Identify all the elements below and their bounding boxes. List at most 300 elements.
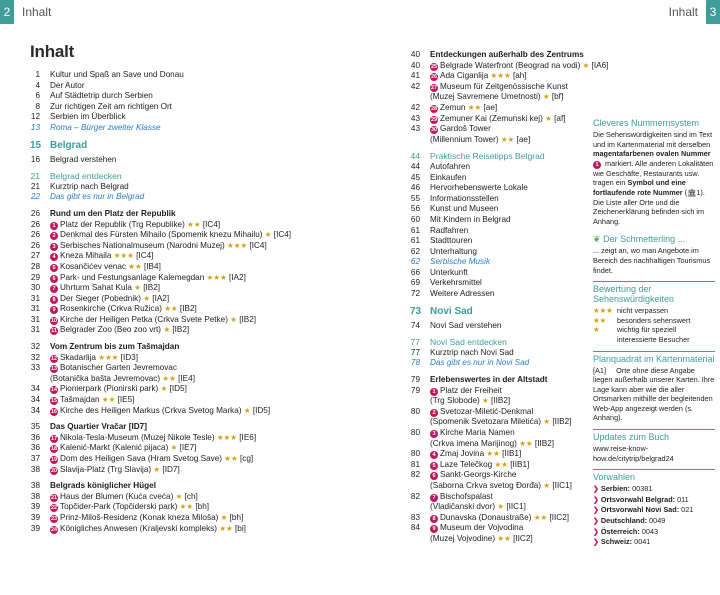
entry-title: Kunst und Museen [430, 204, 499, 214]
grid-text: [A1] Orte ohne diese Angabe liegen außerhalb unserer Karten. Ihre Lage kann aber wie die aller Ortsmarken mithilfe der begleitenden Web-App angezeigt werden (s. Anhang). [593, 365, 715, 423]
page-number: 12 [30, 112, 40, 122]
marker-badge-icon: 5 [430, 462, 438, 470]
page-number-left: 2 [0, 0, 14, 24]
star-rating-icon: ★ [153, 464, 161, 474]
entry-text [50, 502, 360, 513]
toc-entry[interactable] [30, 70, 360, 81]
star-rating-icon: ★★★ [593, 306, 613, 316]
entry-text [50, 363, 360, 374]
toc-entry[interactable] [410, 278, 582, 289]
grid-reference: [ae] [481, 102, 498, 112]
page-number: 26 [30, 230, 40, 240]
toc-entry[interactable] [30, 342, 360, 353]
page-number: 27 [30, 251, 40, 261]
entry-text [50, 395, 360, 406]
page-number [410, 92, 430, 103]
entry-title: Kirche des Heiligen Markus (Crkva Svetog Marka) [60, 405, 244, 415]
toc-entry[interactable] [410, 194, 582, 205]
toc-entry[interactable] [30, 465, 360, 476]
toc-entry[interactable] [410, 358, 582, 369]
star-rating-icon: ★★ [128, 261, 142, 271]
entry-text [430, 502, 582, 513]
page-number: 72 [410, 289, 420, 299]
grid-reference: [af] [551, 113, 566, 123]
toc-entry[interactable] [30, 230, 360, 241]
grid-reference: [IB2] [140, 283, 161, 293]
entry-text [50, 81, 360, 92]
entry-text [50, 481, 360, 492]
grid-reference: [IC4] [247, 240, 267, 250]
entry-text [430, 215, 582, 226]
toc-entry[interactable] [410, 375, 582, 386]
page-number: 79 [410, 375, 420, 385]
grid-title: Planquadrat im Kartenmaterial [593, 353, 715, 364]
page-title: Inhalt [30, 42, 75, 61]
star-rating-icon: ★ [160, 384, 168, 394]
dial-code-value: 011 [675, 494, 689, 504]
entry-title: Belgrads königlicher Hügel [50, 481, 157, 491]
toc-entry[interactable] [30, 315, 360, 326]
rating-row [593, 316, 715, 326]
toc-entry[interactable] [410, 103, 582, 114]
marker-badge-icon: 28 [430, 105, 438, 112]
toc-entry[interactable] [30, 220, 360, 231]
marker-badge-icon: 13 [50, 366, 58, 373]
toc-entry[interactable] [30, 91, 360, 102]
entry-title: (Saborna Crkva svetog Đorđa) [430, 480, 544, 490]
star-rating-icon: ★ [582, 60, 590, 70]
toc-entry[interactable] [410, 114, 582, 125]
star-rating-icon: ★★ [494, 459, 508, 469]
marker-badge-icon: 16 [50, 408, 58, 415]
entry-title: Topčider-Park (Topčiderski park) [60, 502, 180, 512]
grid-reference: [ae] [514, 134, 531, 144]
page-number: 77 [410, 337, 420, 348]
entry-title: Belgrad verstehen [50, 154, 117, 164]
toc-entry[interactable] [410, 71, 582, 82]
entry-text [50, 492, 360, 503]
grid-reference: [ID3] [118, 352, 138, 362]
page-number: 62 [410, 257, 420, 267]
entry-text [430, 513, 582, 524]
toc-entry[interactable] [30, 384, 360, 395]
page-number: 22 [30, 192, 40, 202]
page-number: 78 [410, 358, 420, 368]
grid-reference: [ID7] [160, 464, 180, 474]
page-number: 44 [410, 161, 420, 171]
toc-entry[interactable] [30, 209, 360, 220]
page-number: 81 [410, 459, 420, 469]
dial-code-label: Schweiz: [600, 537, 633, 547]
entry-title: Erlebenswertes in der Altstadt [430, 375, 548, 385]
marker-badge-icon: 2 [50, 232, 58, 240]
entry-title: Zmaj Jovina [440, 449, 487, 459]
star-rating-icon: ★★ [187, 219, 201, 229]
entry-title: Einkaufen [430, 172, 467, 182]
marker-badge-icon: 1 [430, 388, 438, 396]
entry-title: Sankt-Georgs-Kirche [440, 470, 517, 480]
entry-text [50, 374, 360, 385]
toc-entry[interactable] [30, 363, 360, 374]
star-rating-icon: ★ [243, 405, 251, 415]
entry-title: Belgrade Waterfront (Beograd na vodi) [440, 60, 583, 70]
toc-entry[interactable] [410, 502, 582, 513]
star-rating-icon: ★★★ [490, 71, 511, 81]
entry-text [430, 92, 582, 103]
toc-entry[interactable] [410, 417, 582, 428]
toc-entry[interactable] [30, 502, 360, 513]
chevron-right-icon: ❯ [593, 528, 599, 536]
entry-title: Svetozar-Miletić-Denkmal [440, 406, 534, 416]
entry-text [50, 294, 360, 305]
toc-entry[interactable] [30, 395, 360, 406]
grid-reference: [bf] [549, 92, 564, 102]
star-rating-icon: ★★ [164, 304, 178, 314]
page-number: 26 [30, 208, 40, 218]
toc-entry[interactable] [30, 325, 360, 336]
toc-entry[interactable] [30, 433, 360, 444]
toc-entry[interactable] [410, 215, 582, 226]
chevron-right-icon: ❯ [593, 539, 599, 547]
divider [593, 429, 715, 430]
grid-reference: [bh] [227, 512, 244, 522]
star-rating-icon: ★ [482, 396, 489, 406]
toc-entry[interactable] [410, 396, 582, 407]
entry-title: Dom des Heiligen Sava (Hram Svetog Save) [60, 454, 225, 463]
entry-text [430, 124, 582, 135]
toc-entry[interactable] [410, 247, 582, 258]
system-title: Cleveres Nummernsystem [593, 118, 700, 128]
toc-entry[interactable] [410, 407, 582, 418]
grid-reference: [IB2] [170, 325, 190, 335]
star-rating-icon: ★★ [519, 438, 533, 448]
entry-text [50, 433, 360, 444]
marker-badge-icon: 3 [430, 430, 438, 438]
toc-entry[interactable] [410, 257, 582, 268]
star-rating-icon [593, 335, 617, 345]
entry-title: Entdeckungen außerhalb des Zentrums [430, 50, 584, 59]
toc-entry[interactable] [30, 406, 360, 417]
entry-text [50, 273, 360, 284]
star-rating-icon: ★ [543, 480, 551, 490]
entry-title: Prinz-Miloš-Residenz (Konak kneza Miloša) [60, 512, 221, 522]
entry-text [430, 481, 582, 492]
entry-text [430, 236, 582, 247]
toc-entry[interactable] [30, 481, 360, 492]
entry-title: Museum für Zeitgenössische Kunst [440, 81, 568, 91]
entry-text [430, 523, 582, 534]
entry-title: Der Sieger (Pobednik) [60, 293, 144, 303]
entry-title: Unterhaltung [430, 246, 477, 256]
toc-entry[interactable] [30, 112, 360, 123]
entry-title: Kurztrip nach Novi Sad [430, 347, 514, 357]
toc-entry[interactable] [410, 386, 582, 397]
subsection-heading [30, 171, 360, 182]
toc-entry[interactable] [410, 226, 582, 237]
entry-title: Kneza Mihaila [60, 251, 114, 261]
entry-text [430, 358, 582, 369]
toc-entry[interactable] [30, 294, 360, 305]
entry-title: Verkehrsmittel [430, 278, 482, 288]
entry-text [50, 513, 360, 524]
toc-entry[interactable] [410, 173, 582, 184]
entry-title: Vom Zentrum bis zum Tašmajdan [50, 342, 180, 352]
entry-title: Platz der Republik (Trg Republike) [60, 219, 188, 229]
chevron-right-icon: ❯ [593, 518, 599, 526]
toc-entry[interactable] [30, 155, 360, 166]
entry-text [430, 173, 582, 184]
toc-entry[interactable] [410, 439, 582, 450]
toc-entry[interactable] [30, 81, 360, 92]
entry-text [50, 454, 360, 465]
toc-entry[interactable] [410, 82, 582, 93]
grid-reference: [ah] [510, 71, 527, 81]
toc-entry[interactable] [410, 92, 582, 103]
page-number [410, 481, 430, 492]
toc-entry[interactable] [410, 428, 582, 439]
subsection-title: Belgrad entdecken [50, 171, 122, 182]
page-number-right: 3 [706, 0, 720, 24]
section-heading [410, 306, 582, 317]
page-number: 42 [410, 81, 420, 91]
entry-text [430, 460, 582, 471]
toc-entry[interactable] [30, 241, 360, 252]
star-rating-icon: ★ [170, 443, 178, 453]
marker-badge-icon: 7 [430, 494, 438, 502]
subsection-heading [410, 337, 582, 348]
entry-text [50, 304, 360, 315]
toc-entry[interactable] [410, 321, 582, 332]
entry-title: Tašmajdan [60, 395, 102, 405]
toc-entry[interactable] [30, 251, 360, 262]
page-number: 80 [410, 449, 420, 459]
marker-badge-icon: 22 [50, 505, 58, 512]
toc-entry[interactable] [410, 523, 582, 534]
entry-title: Belgrader Zoo (Beo zoo vrt) [60, 325, 164, 335]
entry-title: Uhrturm Sahat Kula [60, 283, 135, 293]
entry-title: Serbische Musik [430, 257, 491, 267]
page-number: 40 [410, 50, 420, 59]
entry-title: Der Autor [50, 80, 85, 90]
star-rating-icon: ★★ [500, 134, 515, 144]
entry-title: (Crkva imena Marijinog) [430, 438, 520, 448]
toc-entry[interactable] [30, 102, 360, 113]
entry-title: Rosenkirche (Crkva Ružica) [60, 304, 165, 314]
rating-row [593, 325, 715, 335]
rating-text: wichtig für speziell [617, 325, 677, 335]
page-number: 43 [410, 113, 420, 123]
grid-reference: [IC4] [133, 251, 154, 261]
page-number: 21 [30, 171, 40, 182]
entry-text [430, 492, 582, 503]
star-rating-icon: ★★ [224, 454, 238, 463]
page-number: 26 [30, 240, 40, 250]
toc-entry[interactable] [30, 304, 360, 315]
marker-badge-icon: 1 [593, 161, 601, 169]
page-number: 30 [30, 283, 40, 293]
entry-text [430, 268, 582, 279]
entry-text [50, 384, 360, 395]
toc-entry[interactable] [410, 492, 582, 503]
toc-entry[interactable] [30, 513, 360, 524]
marker-badge-icon: 2 [430, 409, 438, 417]
toc-entry[interactable] [410, 204, 582, 215]
toc-entry[interactable] [410, 268, 582, 279]
marker-badge-icon: 18 [50, 446, 58, 453]
grid-reference: [IIB2] [488, 396, 511, 406]
entry-text [50, 209, 360, 220]
marker-badge-icon: 9 [50, 306, 58, 314]
page-number: 31 [30, 293, 40, 303]
entry-text [50, 283, 360, 294]
page-number: 84 [410, 523, 420, 533]
chevron-right-icon: ❯ [593, 486, 599, 494]
grid-reference: [IC4] [271, 230, 292, 240]
dial-code-value: 0041 [632, 537, 651, 547]
toc-entry[interactable] [410, 534, 582, 545]
page-number: 4 [35, 80, 40, 90]
toc-entry[interactable] [410, 135, 582, 146]
toc-entry[interactable] [410, 348, 582, 359]
divider [593, 281, 715, 282]
grid-reference: [cg] [237, 454, 254, 463]
marker-badge-icon: 29 [430, 116, 438, 123]
rating-text: interessierte Besucher [617, 334, 690, 344]
marker-badge-icon: 25 [430, 63, 438, 70]
entry-title: Novi Sad verstehen [430, 320, 502, 330]
section-title: Belgrad [50, 139, 88, 151]
toc-entry[interactable] [30, 374, 360, 385]
page-number: 69 [410, 278, 420, 288]
entry-title: Mit Kindern in Belgrad [430, 214, 511, 224]
toc-entry[interactable] [410, 183, 582, 194]
page-number: 39 [30, 523, 40, 533]
marker-badge-icon: 20 [50, 467, 58, 474]
toc-entry[interactable] [410, 50, 582, 61]
toc-entry[interactable] [410, 460, 582, 471]
butterfly-text: ... zeigt an, wo man Angebote im Bereich des nachhaltigen Tourismus findet. [593, 246, 711, 275]
entry-title: Denkmal des Fürsten Mihailo (Spomenik knezu Mihailu) [60, 230, 265, 240]
toc-entry[interactable] [30, 524, 360, 535]
entry-title: Zur richtigen Zeit am richtigen Ort [50, 101, 172, 111]
star-rating-icon: ★★ [219, 523, 233, 533]
star-rating-icon: ★★★ [216, 432, 237, 442]
toc-entry[interactable] [30, 283, 360, 294]
dial-code-row [593, 516, 715, 527]
grid-reference: [bi] [232, 523, 246, 533]
grid-reference: [IE5] [115, 395, 135, 405]
page-number: 32 [30, 352, 40, 362]
entry-title: Ada Ciganlija [440, 71, 491, 81]
entry-text [430, 278, 582, 289]
toc-entry[interactable] [30, 262, 360, 273]
entry-title: Serbien im Überblick [50, 112, 126, 122]
page-number: 28 [30, 261, 40, 271]
chevron-right-icon: ❯ [593, 507, 599, 515]
entry-text [50, 102, 360, 113]
page-number: 46 [410, 183, 420, 193]
toc-entry[interactable] [30, 123, 360, 134]
star-rating-icon: ★ [220, 512, 228, 522]
toc-entry[interactable] [410, 162, 582, 173]
toc-entry[interactable] [30, 192, 360, 203]
entry-title: (Muzej Savremene Umetnosti) [430, 92, 543, 102]
star-rating-icon: ★ [545, 113, 552, 123]
entry-title: Museum der Vojvodina [440, 523, 524, 533]
toc-entry[interactable] [410, 513, 582, 524]
entry-title: Bischofspalast [440, 491, 493, 501]
toc-entry[interactable] [30, 454, 360, 465]
page-number: 39 [30, 502, 40, 512]
star-rating-icon: ★ [264, 230, 272, 240]
updates-url[interactable]: www.reise-know-how.de/citytrip/belgrad24 [593, 444, 674, 463]
page-number: 42 [410, 102, 420, 112]
toc-entry[interactable] [410, 236, 582, 247]
entry-title: (Trg Slobode) [430, 396, 483, 406]
grid-reference: [IB2] [236, 314, 257, 324]
toc-entry[interactable] [410, 449, 582, 460]
star-rating-icon: ★ [134, 283, 141, 293]
page-number: 36 [30, 443, 40, 453]
entry-text [50, 241, 360, 252]
toc-entry[interactable] [410, 60, 609, 72]
entry-title: Skadarlija [60, 352, 99, 362]
page-number: 26 [30, 219, 40, 229]
grid-reference: [IA2] [150, 293, 170, 303]
toc-entry[interactable] [410, 470, 582, 481]
page-number: 77 [410, 347, 420, 357]
dial-code-row [593, 484, 715, 495]
toc-entry[interactable] [30, 492, 360, 503]
grid-reference: [IIB1] [499, 449, 522, 459]
star-rating-icon: ★ [163, 325, 171, 335]
divider [593, 469, 715, 470]
entry-title: Auf Städtetrip durch Serbien [50, 91, 153, 101]
toc-entry[interactable] [410, 481, 582, 492]
page-number: 33 [30, 363, 40, 373]
entry-text [50, 406, 360, 417]
entry-text [430, 348, 582, 359]
grid-reference: [IC4] [200, 219, 221, 229]
system-text: Die Sehenswürdigkeiten sind im Text und im Kartenmaterial mit derselben magentafarbenen ovalen Nummer 1 markiert. Alle anderen Lokalitäten wie Geschäfte, Restaurants usw. tragen ein Symbol und eine fortlaufende rote Nummer (🏛1). Die Liste aller Orte und die Zeichenerklärung befinden sich im Anhang. [593, 130, 714, 226]
page-number [410, 439, 430, 450]
entry-title: Platz der Freiheit [440, 385, 502, 395]
entry-text [50, 262, 360, 273]
star-rating-icon: ★★ [533, 512, 548, 522]
toc-entry[interactable] [30, 422, 360, 433]
grid-reference: [IE6] [237, 432, 257, 442]
toc-entry[interactable] [410, 289, 582, 300]
toc-entry[interactable] [30, 182, 360, 193]
star-rating-icon: ★★ [101, 395, 116, 405]
page-number: 31 [30, 314, 40, 324]
grid-reference: [IE4] [175, 373, 195, 383]
toc-entry[interactable] [30, 353, 360, 364]
entry-title: Weitere Adressen [430, 289, 495, 299]
page-number: 1 [35, 70, 40, 79]
toc-entry[interactable] [30, 443, 360, 454]
page-number: 21 [30, 181, 40, 191]
toc-entry[interactable] [410, 124, 582, 135]
toc-entry[interactable] [30, 273, 360, 284]
star-rating-icon: ★★ [497, 533, 511, 543]
page-number: 35 [30, 422, 40, 432]
info-sidebar [593, 118, 715, 548]
entry-text [50, 465, 360, 476]
entry-title: Das gibt es nur in Novi Sad [430, 358, 530, 368]
page-number: 74 [410, 320, 420, 330]
star-rating-icon: ★★★ [206, 272, 227, 282]
